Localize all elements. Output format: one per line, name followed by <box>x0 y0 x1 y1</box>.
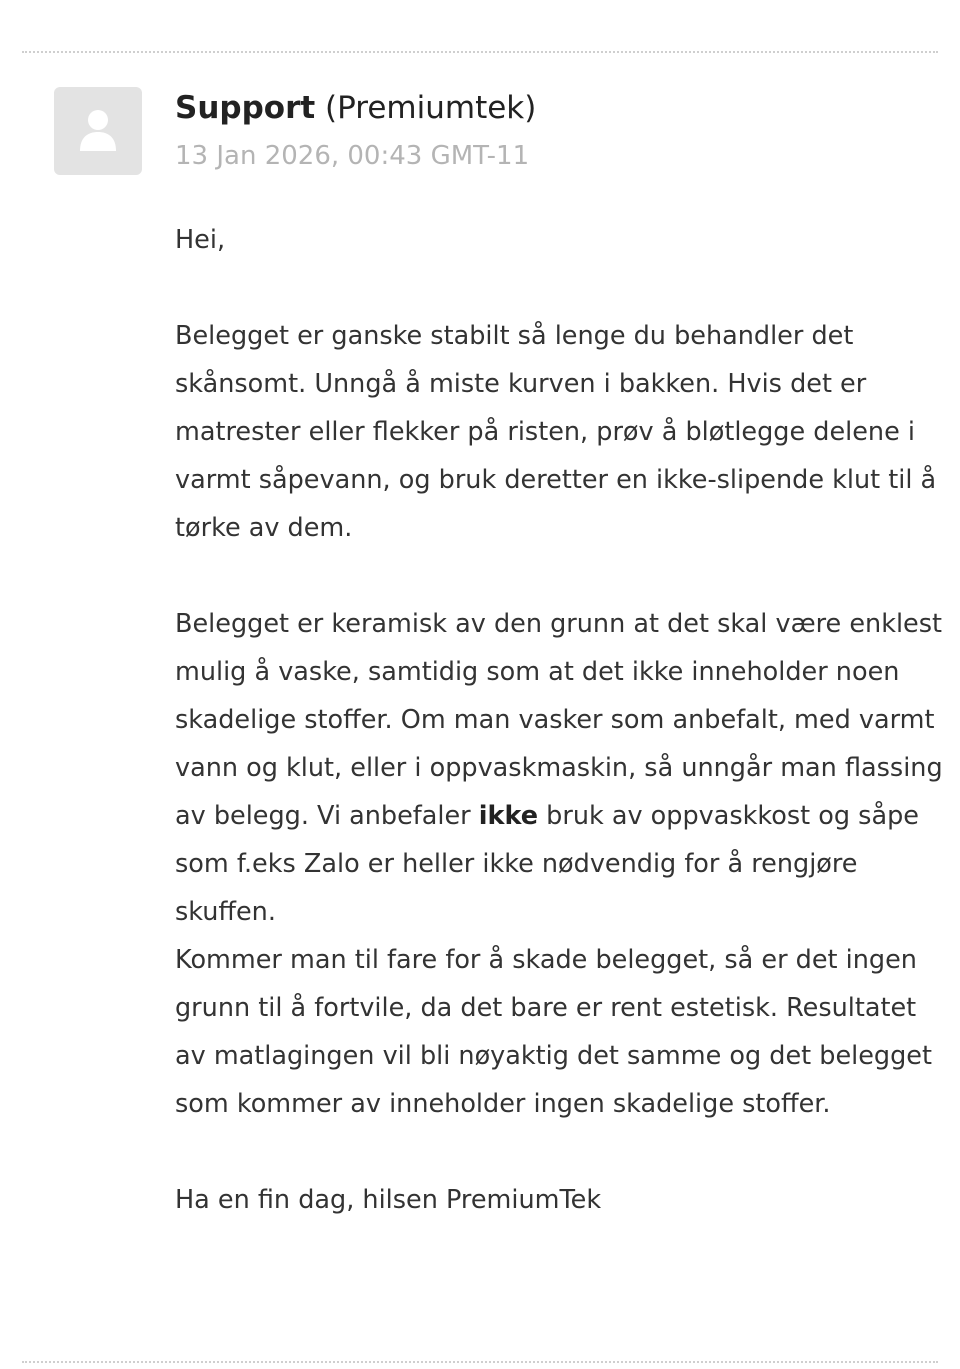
message-header <box>175 88 536 176</box>
paragraph-gap <box>175 552 945 600</box>
paragraph-2-emphasis: ikke <box>478 801 539 831</box>
paragraph-3: Kommer man til fare for å skade belegget, så er det ingen grunn til å fortvile, da det bare er rent estetisk. Resultatet av matlagingen vil bli nøyaktig det samme og det belegget som kommer av inneholder ingen skadelige stoffer. <box>175 945 932 1119</box>
avatar <box>54 87 142 175</box>
paragraph-1: Belegget er ganske stabilt så lenge du behandler det skånsomt. Unngå å miste kurven i bakken. Hvis det er matrester eller flekker på risten, prøv å bløtlegge delene i varmt såpevann, og bruk deretter en ikke-slipende klut til å tørke av dem. <box>175 321 937 543</box>
message-body <box>175 216 945 1224</box>
sender-organization: (Premiumtek) <box>325 90 537 126</box>
divider-bottom <box>22 1361 938 1363</box>
user-icon <box>80 109 116 153</box>
sender-line <box>175 88 536 128</box>
paragraph-gap <box>175 264 945 312</box>
signoff: Ha en fin dag, hilsen PremiumTek <box>175 1185 602 1215</box>
sender-name: Support <box>175 90 316 126</box>
paragraph-2-text-before: Belegget er keramisk av den grunn at det skal være enklest mulig å vaske, samtidig som at det ikke inneholder noen skadelige stoffer. Om man vasker som anbefalt, med varmt vann og klut, eller i oppvaskmaskin, så unngår man flassing av belegg. Vi anbefaler <box>175 609 943 831</box>
timestamp: 13 Jan 2026, 00:43 GMT-11 <box>175 141 530 171</box>
divider-top <box>22 51 938 53</box>
paragraph-gap <box>175 1128 945 1176</box>
paragraph-2 <box>175 600 945 936</box>
greeting: Hei, <box>175 225 226 255</box>
paragraph-2-text-after: bruk av oppvaskkost og såpe som f.eks Zalo er heller ikke nødvendig for å rengjøre skuffen. <box>175 801 919 927</box>
